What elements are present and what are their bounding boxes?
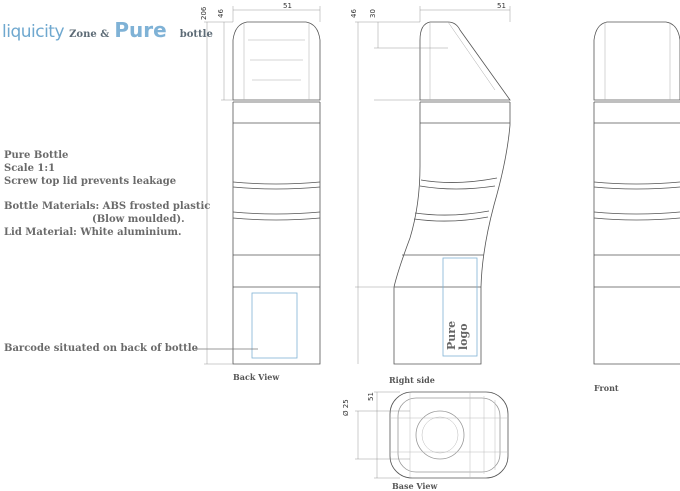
back-view-bottle xyxy=(233,22,320,364)
bottle-material-note: Bottle Materials: ABS frosted plastic xyxy=(4,201,211,212)
dim-total-height: 206 xyxy=(200,6,208,20)
front-view-caption: Front xyxy=(594,383,619,393)
back-view-caption: Back View xyxy=(233,372,280,382)
front-view-bottle xyxy=(594,22,680,364)
front-view-body xyxy=(594,102,680,364)
back-view-lid xyxy=(233,22,320,100)
dim-lid-height-side: 46 xyxy=(350,9,358,18)
dim-width-back: 51 xyxy=(283,2,292,10)
product-name: Pure Bottle xyxy=(4,150,69,161)
side-logo-line1: Pure xyxy=(445,320,458,350)
logo-zone-text: Zone & xyxy=(69,29,110,40)
right-side-view-bottle xyxy=(394,22,510,364)
barcode-area xyxy=(252,293,297,358)
logo-brand-liquicity: liquicity xyxy=(2,22,65,42)
right-side-caption: Right side xyxy=(389,375,435,385)
brand-logo xyxy=(2,18,213,44)
dim-base-width: 51 xyxy=(367,392,375,401)
side-logo-label xyxy=(446,321,470,350)
side-logo-line2: logo xyxy=(457,323,470,350)
dim-base-diameter: Ø 25 xyxy=(342,399,350,416)
logo-brand-pure: Pure xyxy=(114,18,167,42)
lid-material-note: Lid Material: White aluminium. xyxy=(4,227,182,238)
right-side-dimension-lines xyxy=(355,6,510,364)
lid-feature-note: Screw top lid prevents leakage xyxy=(4,176,177,187)
right-side-lid xyxy=(420,22,510,100)
base-view-bottle xyxy=(390,392,508,478)
logo-product-text: bottle xyxy=(179,29,213,40)
back-view-body xyxy=(233,102,320,364)
bottle-material-note-2: (Blow moulded). xyxy=(92,214,185,225)
dim-width-side: 51 xyxy=(497,2,506,10)
front-view-lid xyxy=(594,22,680,100)
dim-lid-top: 30 xyxy=(369,9,377,18)
back-view-dimension-lines xyxy=(204,6,320,364)
scale-note: Scale 1:1 xyxy=(4,163,56,174)
barcode-note: Barcode situated on back of bottle xyxy=(4,343,198,354)
dim-lid-height: 46 xyxy=(217,9,225,18)
base-view-caption: Base View xyxy=(392,481,438,491)
base-outline xyxy=(390,392,508,478)
